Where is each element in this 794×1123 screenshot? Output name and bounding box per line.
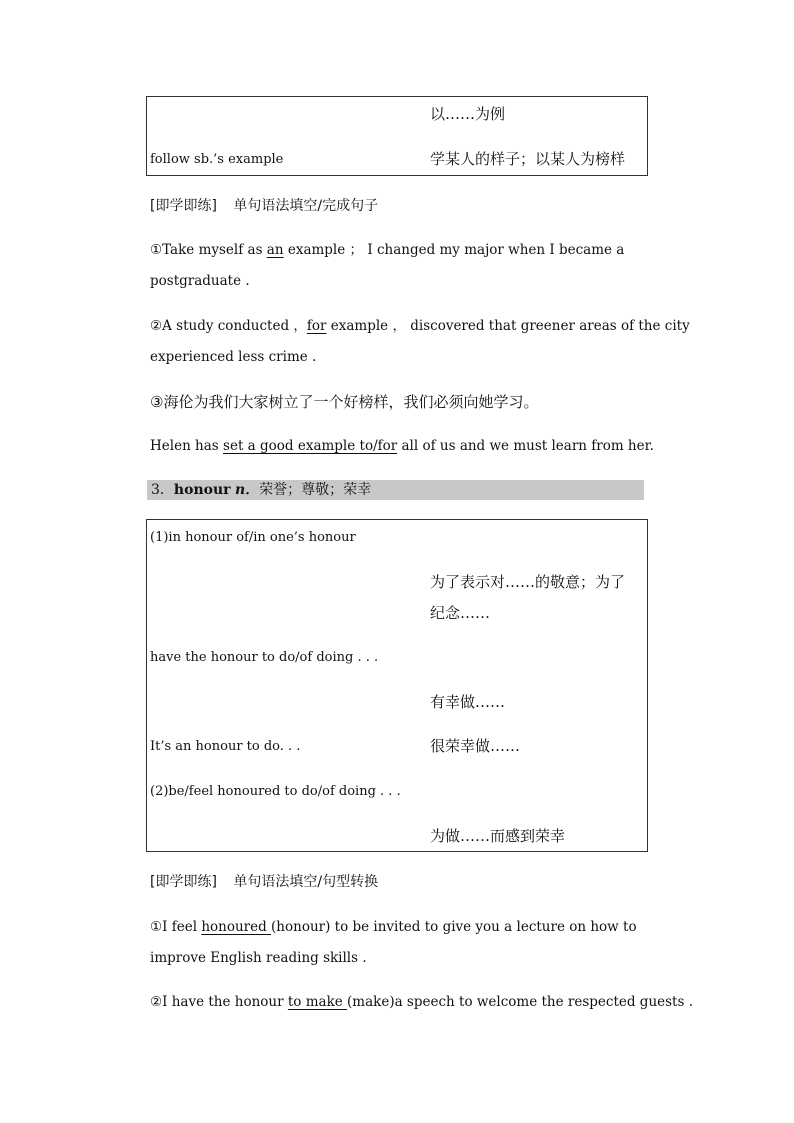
practice1-q3-cn: ③海伦为我们大家树立了一个好榜样，我们必须向她学习。 — [150, 393, 539, 411]
practice1-q2-line1 — [150, 317, 690, 335]
table2-a-cn1: 为了表示对……的敬意；为了 — [430, 573, 626, 591]
practice1-heading — [150, 196, 378, 216]
practice1-q1-line1 — [150, 241, 644, 259]
table2-b-cn: 有幸做…… — [430, 693, 506, 711]
table2-c-cn: 很荣幸做…… — [430, 737, 521, 755]
table2-c-en: It’s an honour to do. . . — [150, 739, 301, 754]
section3-word: honour — [173, 482, 231, 498]
practice1-label: [即学即练] — [150, 198, 217, 214]
section3-heading — [147, 480, 644, 500]
table2-d-en: (2)be/feel honoured to do/of doing . . . — [150, 784, 401, 799]
p2q2-answer: to make — [287, 994, 348, 1010]
table1-row2-cn: 学某人的样子；以某人为榜样 — [430, 150, 626, 168]
q2-prefix: ②A study conducted ， — [150, 318, 307, 334]
table2-b-en: have the honour to do/of doing . . . — [150, 650, 379, 665]
section3-meaning: 荣誉；尊敬；荣幸 — [259, 482, 372, 498]
practice1-title: 单句语法填空/完成句子 — [233, 198, 379, 214]
p2q1-prefix: ①I feel — [150, 919, 202, 935]
table1-row2-en: follow sb.’s example — [150, 152, 284, 167]
practice1-q3-en — [150, 437, 654, 455]
p2q2-suffix: (make)a speech to welcome the respected guests . — [347, 994, 693, 1010]
table-honour — [146, 519, 648, 852]
q3-answer: set a good example to/for — [223, 438, 398, 454]
p2q2-prefix: ②I have the honour — [150, 994, 288, 1010]
practice1-q1-line2: postgraduate . — [150, 273, 250, 289]
table2-a-en: (1)in honour of/in one’s honour — [150, 530, 356, 545]
p2q1-suffix: (honour) to be invited to give you a lecture on how to — [271, 919, 637, 935]
q3-prefix: Helen has — [150, 438, 224, 454]
table1-row1-cn: 以……为例 — [430, 105, 506, 123]
practice2-title: 单句语法填空/句型转换 — [233, 874, 379, 890]
q2-answer: for — [306, 318, 327, 334]
q2-suffix: example ， discovered that greener areas of the city — [326, 318, 690, 334]
p2q1-answer: honoured — [201, 919, 272, 935]
table2-d-cn: 为做……而感到荣幸 — [430, 827, 566, 845]
practice2-q1-line1 — [150, 918, 637, 936]
q1-answer: an — [266, 242, 284, 258]
q1-suffix: example ； I changed my major when I became a — [283, 242, 625, 258]
practice1-q2-line2: experienced less crime . — [150, 349, 317, 365]
table-example — [146, 96, 648, 176]
practice2-heading — [150, 872, 378, 892]
table2-a-cn2: 纪念…… — [430, 604, 491, 622]
practice2-label: [即学即练] — [150, 874, 217, 890]
practice2-q1-line2: improve English reading skills . — [150, 950, 367, 966]
q3-suffix: all of us and we must learn from her. — [397, 438, 654, 454]
q1-prefix: ①Take myself as — [150, 242, 267, 258]
section3-pos: n． — [234, 482, 260, 498]
practice2-q2-line1 — [150, 993, 693, 1011]
section3-number: 3． — [151, 482, 174, 498]
